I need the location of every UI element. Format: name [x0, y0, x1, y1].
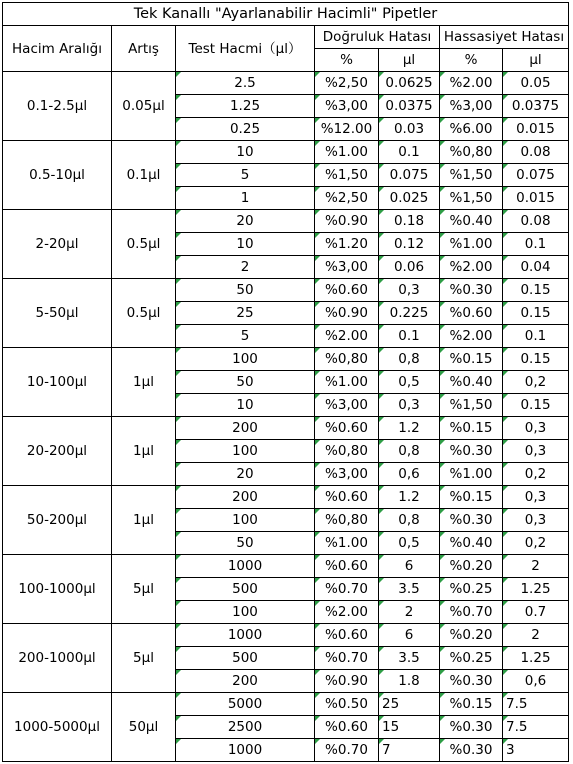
test-volume-cell: 5	[176, 325, 315, 348]
precision-percent-cell: %0,80	[440, 141, 503, 164]
test-volume-cell: 200	[176, 486, 315, 509]
accuracy-percent-cell: %0.60	[315, 555, 379, 578]
precision-ul-cell: 7.5	[503, 693, 569, 716]
test-volume-cell: 2500	[176, 716, 315, 739]
accuracy-ul-cell: 0,5	[379, 371, 440, 394]
precision-ul-cell: 0.04	[503, 256, 569, 279]
precision-ul-cell: 0,2	[503, 463, 569, 486]
header-precision-error: Hassasiyet Hatası	[440, 26, 569, 49]
test-volume-cell: 50	[176, 279, 315, 302]
precision-percent-cell: %0.30	[440, 279, 503, 302]
precision-ul-cell: 1.25	[503, 647, 569, 670]
header-accuracy-error: Doğruluk Hatası	[315, 26, 440, 49]
test-volume-cell: 2	[176, 256, 315, 279]
test-volume-cell: 100	[176, 509, 315, 532]
accuracy-percent-cell: %0.50	[315, 693, 379, 716]
accuracy-ul-cell: 7	[379, 739, 440, 762]
test-volume-cell: 50	[176, 532, 315, 555]
precision-ul-cell: 0,3	[503, 417, 569, 440]
accuracy-percent-cell: %1.00	[315, 532, 379, 555]
header-increment: Artış	[112, 26, 176, 72]
accuracy-percent-cell: %0.70	[315, 739, 379, 762]
precision-percent-cell: %0.15	[440, 417, 503, 440]
volume-range-cell: 0.5-10µl	[3, 141, 112, 210]
subheader-precision-percent: %	[440, 49, 503, 72]
precision-percent-cell: %2.00	[440, 325, 503, 348]
table-row	[3, 555, 569, 578]
precision-percent-cell: %0.60	[440, 302, 503, 325]
accuracy-ul-cell: 3.5	[379, 578, 440, 601]
test-volume-cell: 50	[176, 371, 315, 394]
accuracy-ul-cell: 0.1	[379, 141, 440, 164]
accuracy-ul-cell: 0,8	[379, 440, 440, 463]
precision-percent-cell: %0.30	[440, 670, 503, 693]
precision-ul-cell: 7.5	[503, 716, 569, 739]
accuracy-percent-cell: %0.90	[315, 302, 379, 325]
precision-percent-cell: %1.00	[440, 233, 503, 256]
subheader-precision-ul: µl	[503, 49, 569, 72]
accuracy-percent-cell: %3,00	[315, 463, 379, 486]
precision-percent-cell: %6.00	[440, 118, 503, 141]
precision-percent-cell: %3,00	[440, 95, 503, 118]
precision-percent-cell: %1,50	[440, 164, 503, 187]
test-volume-cell: 1	[176, 187, 315, 210]
accuracy-percent-cell: %2,50	[315, 72, 379, 95]
test-volume-cell: 10	[176, 141, 315, 164]
accuracy-percent-cell: %12.00	[315, 118, 379, 141]
title-row	[3, 3, 569, 26]
precision-ul-cell: 0.15	[503, 348, 569, 371]
accuracy-ul-cell: 0,3	[379, 279, 440, 302]
increment-cell: 0.1µl	[112, 141, 176, 210]
accuracy-percent-cell: %0.60	[315, 279, 379, 302]
precision-ul-cell: 0.075	[503, 164, 569, 187]
increment-cell: 50µl	[112, 693, 176, 762]
accuracy-percent-cell: %1.00	[315, 141, 379, 164]
precision-ul-cell: 0.08	[503, 141, 569, 164]
accuracy-ul-cell: 1.2	[379, 417, 440, 440]
increment-cell: 1µl	[112, 417, 176, 486]
table-row	[3, 141, 569, 164]
precision-percent-cell: %0.25	[440, 647, 503, 670]
subheader-accuracy-percent: %	[315, 49, 379, 72]
test-volume-cell: 25	[176, 302, 315, 325]
precision-percent-cell: %0.40	[440, 210, 503, 233]
precision-ul-cell: 0,6	[503, 670, 569, 693]
test-volume-cell: 10	[176, 394, 315, 417]
accuracy-ul-cell: 6	[379, 555, 440, 578]
accuracy-percent-cell: %1.00	[315, 371, 379, 394]
accuracy-ul-cell: 0.225	[379, 302, 440, 325]
test-volume-cell: 1000	[176, 739, 315, 762]
accuracy-ul-cell: 0,3	[379, 394, 440, 417]
table-row	[3, 210, 569, 233]
test-volume-cell: 10	[176, 233, 315, 256]
test-volume-cell: 500	[176, 647, 315, 670]
accuracy-percent-cell: %3,00	[315, 95, 379, 118]
table-row	[3, 624, 569, 647]
precision-percent-cell: %2.00	[440, 72, 503, 95]
accuracy-percent-cell: %0.70	[315, 647, 379, 670]
accuracy-ul-cell: 1.8	[379, 670, 440, 693]
accuracy-ul-cell: 0.03	[379, 118, 440, 141]
increment-cell: 0.5µl	[112, 279, 176, 348]
precision-ul-cell: 0.1	[503, 325, 569, 348]
header-row	[3, 26, 569, 49]
precision-percent-cell: %0.30	[440, 739, 503, 762]
increment-cell: 1µl	[112, 348, 176, 417]
test-volume-cell: 5	[176, 164, 315, 187]
accuracy-percent-cell: %0.60	[315, 716, 379, 739]
precision-ul-cell: 3	[503, 739, 569, 762]
accuracy-percent-cell: %0.70	[315, 578, 379, 601]
accuracy-ul-cell: 0.025	[379, 187, 440, 210]
volume-range-cell: 1000-5000µl	[3, 693, 112, 762]
precision-percent-cell: %0.15	[440, 693, 503, 716]
table-title: Tek Kanallı "Ayarlanabilir Hacimli" Pipetler	[3, 3, 569, 26]
precision-percent-cell: %0.70	[440, 601, 503, 624]
table-row	[3, 72, 569, 95]
volume-range-cell: 0.1-2.5µl	[3, 72, 112, 141]
accuracy-ul-cell: 0.0375	[379, 95, 440, 118]
test-volume-cell: 100	[176, 348, 315, 371]
test-volume-cell: 200	[176, 670, 315, 693]
accuracy-ul-cell: 0.18	[379, 210, 440, 233]
volume-range-cell: 2-20µl	[3, 210, 112, 279]
increment-cell: 0.05µl	[112, 72, 176, 141]
volume-range-cell: 50-200µl	[3, 486, 112, 555]
volume-range-cell: 5-50µl	[3, 279, 112, 348]
table-row	[3, 417, 569, 440]
precision-ul-cell: 0.15	[503, 279, 569, 302]
accuracy-ul-cell: 25	[379, 693, 440, 716]
volume-range-cell: 200-1000µl	[3, 624, 112, 693]
test-volume-cell: 0.25	[176, 118, 315, 141]
accuracy-ul-cell: 6	[379, 624, 440, 647]
precision-ul-cell: 0,2	[503, 532, 569, 555]
volume-range-cell: 20-200µl	[3, 417, 112, 486]
precision-ul-cell: 0.015	[503, 118, 569, 141]
accuracy-percent-cell: %0.60	[315, 486, 379, 509]
test-volume-cell: 5000	[176, 693, 315, 716]
increment-cell: 0.5µl	[112, 210, 176, 279]
table-body	[3, 72, 569, 762]
test-volume-cell: 1000	[176, 624, 315, 647]
subheader-accuracy-ul: µl	[379, 49, 440, 72]
table-row	[3, 348, 569, 371]
test-volume-cell: 2.5	[176, 72, 315, 95]
accuracy-percent-cell: %0.90	[315, 670, 379, 693]
increment-cell: 5µl	[112, 555, 176, 624]
accuracy-ul-cell: 0.075	[379, 164, 440, 187]
precision-percent-cell: %0.30	[440, 509, 503, 532]
precision-percent-cell: %0.30	[440, 440, 503, 463]
precision-percent-cell: %0.20	[440, 555, 503, 578]
test-volume-cell: 100	[176, 440, 315, 463]
test-volume-cell: 1.25	[176, 95, 315, 118]
accuracy-percent-cell: %2.00	[315, 325, 379, 348]
precision-percent-cell: %1,50	[440, 394, 503, 417]
precision-ul-cell: 0.7	[503, 601, 569, 624]
accuracy-percent-cell: %2,50	[315, 187, 379, 210]
accuracy-ul-cell: 0,5	[379, 532, 440, 555]
pipette-spec-table	[2, 2, 569, 762]
precision-ul-cell: 0.08	[503, 210, 569, 233]
test-volume-cell: 20	[176, 210, 315, 233]
accuracy-percent-cell: %0,80	[315, 440, 379, 463]
precision-ul-cell: 0.015	[503, 187, 569, 210]
accuracy-percent-cell: %0,80	[315, 509, 379, 532]
precision-ul-cell: 0.15	[503, 302, 569, 325]
precision-percent-cell: %1.00	[440, 463, 503, 486]
accuracy-percent-cell: %0.60	[315, 624, 379, 647]
test-volume-cell: 100	[176, 601, 315, 624]
precision-ul-cell: 0.05	[503, 72, 569, 95]
precision-percent-cell: %0.15	[440, 486, 503, 509]
precision-percent-cell: %2.00	[440, 256, 503, 279]
accuracy-ul-cell: 2	[379, 601, 440, 624]
increment-cell: 5µl	[112, 624, 176, 693]
accuracy-ul-cell: 0,6	[379, 463, 440, 486]
accuracy-percent-cell: %3,00	[315, 256, 379, 279]
accuracy-percent-cell: %0.90	[315, 210, 379, 233]
accuracy-ul-cell: 15	[379, 716, 440, 739]
table-row	[3, 693, 569, 716]
accuracy-ul-cell: 0.12	[379, 233, 440, 256]
precision-ul-cell: 0.15	[503, 394, 569, 417]
accuracy-percent-cell: %1.20	[315, 233, 379, 256]
precision-ul-cell: 0,3	[503, 509, 569, 532]
increment-cell: 1µl	[112, 486, 176, 555]
accuracy-ul-cell: 1.2	[379, 486, 440, 509]
accuracy-percent-cell: %0.60	[315, 417, 379, 440]
precision-ul-cell: 0,2	[503, 371, 569, 394]
accuracy-ul-cell: 0.0625	[379, 72, 440, 95]
volume-range-cell: 10-100µl	[3, 348, 112, 417]
table-row	[3, 279, 569, 302]
header-test-volume: Test Hacmi（µl）	[176, 26, 315, 72]
precision-ul-cell: 2	[503, 555, 569, 578]
test-volume-cell: 500	[176, 578, 315, 601]
accuracy-percent-cell: %2.00	[315, 601, 379, 624]
accuracy-percent-cell: %1,50	[315, 164, 379, 187]
precision-percent-cell: %0.30	[440, 716, 503, 739]
precision-ul-cell: 0.0375	[503, 95, 569, 118]
table-row	[3, 486, 569, 509]
precision-percent-cell: %0.15	[440, 348, 503, 371]
precision-percent-cell: %1,50	[440, 187, 503, 210]
precision-ul-cell: 1.25	[503, 578, 569, 601]
header-volume-range: Hacim Aralığı	[3, 26, 112, 72]
test-volume-cell: 20	[176, 463, 315, 486]
accuracy-ul-cell: 0,8	[379, 348, 440, 371]
precision-percent-cell: %0.40	[440, 371, 503, 394]
accuracy-ul-cell: 3.5	[379, 647, 440, 670]
precision-ul-cell: 2	[503, 624, 569, 647]
accuracy-ul-cell: 0,8	[379, 509, 440, 532]
test-volume-cell: 1000	[176, 555, 315, 578]
precision-percent-cell: %0.20	[440, 624, 503, 647]
accuracy-percent-cell: %3,00	[315, 394, 379, 417]
precision-ul-cell: 0.1	[503, 233, 569, 256]
precision-ul-cell: 0,3	[503, 486, 569, 509]
test-volume-cell: 200	[176, 417, 315, 440]
accuracy-percent-cell: %0,80	[315, 348, 379, 371]
accuracy-ul-cell: 0.06	[379, 256, 440, 279]
volume-range-cell: 100-1000µl	[3, 555, 112, 624]
precision-ul-cell: 0,3	[503, 440, 569, 463]
accuracy-ul-cell: 0.1	[379, 325, 440, 348]
precision-percent-cell: %0.25	[440, 578, 503, 601]
precision-percent-cell: %0.40	[440, 532, 503, 555]
